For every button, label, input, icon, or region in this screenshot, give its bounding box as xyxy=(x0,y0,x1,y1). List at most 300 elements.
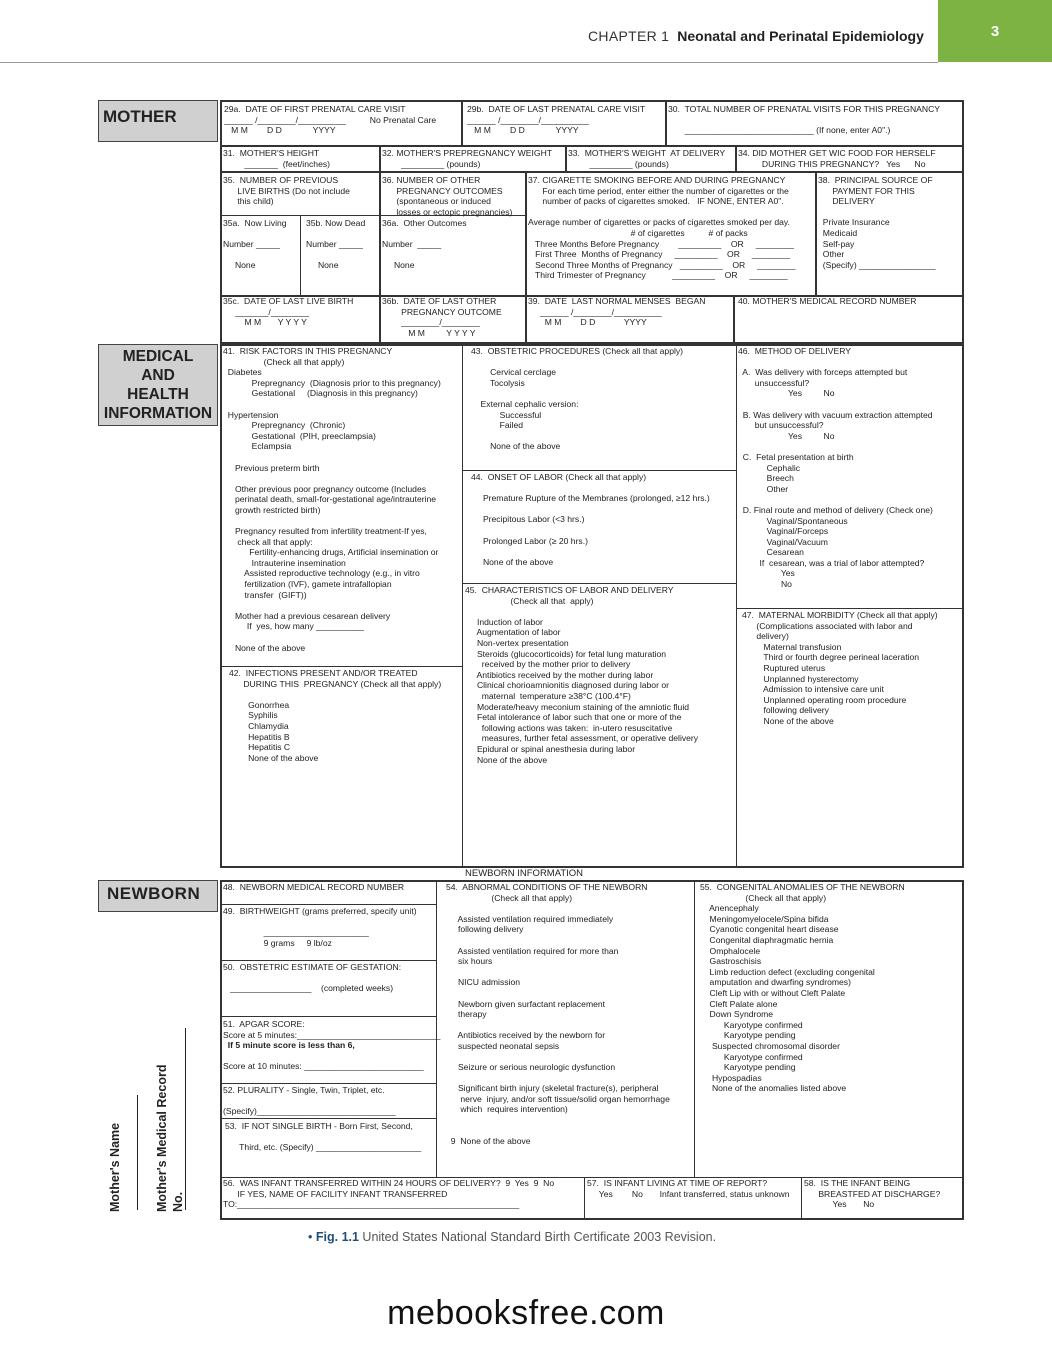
field-line: six hours xyxy=(446,956,493,967)
field-line: (Specify) ________________ xyxy=(818,259,936,270)
field-39[interactable] xyxy=(528,296,706,328)
page-number: 3 xyxy=(938,0,1052,62)
field-line: Cleft Palate alone xyxy=(700,998,778,1009)
field-29b[interactable] xyxy=(467,104,645,136)
field-line: 39. DATE LAST NORMAL MENSES BEGAN xyxy=(528,296,706,306)
field-line: 29b. DATE OF LAST PRENATAL CARE VISIT xyxy=(467,104,646,114)
field-line: (Specify)_____________________________ xyxy=(223,1106,396,1117)
figure-label: Fig. 1.1 xyxy=(315,1230,359,1244)
field-line xyxy=(223,452,441,463)
divider xyxy=(300,215,301,296)
field-line xyxy=(229,689,441,700)
field-line: this child) xyxy=(223,196,274,207)
field-line: 41. RISK FACTORS IN THIS PREGNANCY xyxy=(223,346,393,356)
field-line: Limb reduction defect (excluding congenital xyxy=(700,966,875,977)
field-line: Cephalic xyxy=(738,462,801,473)
field-32[interactable] xyxy=(382,148,552,169)
field-line xyxy=(528,207,795,218)
field-line: Score at 10 minutes: _________________________ xyxy=(223,1061,424,1072)
field-line: Third Trimester of Pregnancy _________ OR ________ xyxy=(528,270,788,281)
birth-certificate-form xyxy=(98,100,964,1220)
field-line: Medicaid xyxy=(818,227,858,238)
field-line: None of the anomalies listed above xyxy=(700,1083,847,1094)
field-line: Failed xyxy=(471,420,524,431)
field-53[interactable] xyxy=(225,1121,421,1153)
field-37[interactable] xyxy=(528,175,795,281)
divider xyxy=(220,960,436,961)
field-line: 56. WAS INFANT TRANSFERRED WITHIN 24 HOURS OF DELIVERY? 9 Yes 9 No xyxy=(223,1178,555,1188)
field-line: 33. MOTHER'S WEIGHT AT DELIVERY xyxy=(568,148,726,158)
field-line: following delivery xyxy=(446,924,524,935)
running-header xyxy=(588,28,924,44)
field-line: DELIVERY xyxy=(818,196,875,207)
field-line: First Three Months of Pregnancy _________ OR ________ xyxy=(528,249,791,260)
field-line xyxy=(223,250,287,261)
field-line: ______ /________/__________ No Prenatal Care xyxy=(224,114,437,125)
field-line: 43. OBSTETRIC PROCEDURES (Check all that apply) xyxy=(471,346,684,356)
field-line: Augmentation of labor xyxy=(465,627,561,638)
figure-caption xyxy=(308,1230,716,1244)
field-line: Moderate/heavy meconium staining of the amniotic fluid xyxy=(465,701,690,712)
section-mother: MOTHER xyxy=(98,100,218,142)
field-36a[interactable] xyxy=(382,218,467,271)
field-line: Meningomyelocele/Spina bifida xyxy=(700,913,829,924)
field-line: following delivery xyxy=(742,705,829,716)
field-line: M M Y Y Y Y xyxy=(382,327,476,338)
field-line: DURING THIS PREGNANCY (Check all that apply) xyxy=(229,678,442,689)
field-line: None of the above xyxy=(465,754,548,765)
field-line: Cervical cerclage xyxy=(471,367,557,378)
divider xyxy=(462,470,736,471)
field-line: Third, etc. (Specify) ______________________ xyxy=(225,1142,422,1153)
field-line xyxy=(223,973,401,984)
field-line xyxy=(446,1115,670,1126)
field-line: Omphalocele xyxy=(700,945,761,956)
field-line: M M D D YYYY xyxy=(224,125,336,136)
field-line xyxy=(306,250,365,261)
divider xyxy=(220,666,462,667)
field-line: _______/________ xyxy=(223,306,310,317)
field-line: Fetal intolerance of labor such that one or more of the xyxy=(465,712,682,723)
field-line: Yes No Infant transferred, status unknown xyxy=(587,1188,790,1199)
field-36 xyxy=(382,175,512,217)
field-line: Karyotype pending xyxy=(700,1062,796,1073)
field-line: Number _____ xyxy=(223,239,280,250)
watermark-text: mebooksfree.com xyxy=(387,1294,665,1332)
field-line: measures, further fetal assessment, or operative delivery xyxy=(465,733,699,744)
field-45[interactable] xyxy=(465,585,698,765)
field-line: If yes, how many __________ xyxy=(223,621,364,632)
field-line: 45. CHARACTERISTICS OF LABOR AND DELIVERY xyxy=(465,585,674,595)
field-line xyxy=(471,546,710,557)
field-line: (Check all that apply) xyxy=(465,595,594,606)
field-line: Hepatitis B xyxy=(229,731,290,742)
field-line: Cesarean xyxy=(738,547,804,558)
divider xyxy=(801,1177,802,1220)
divider xyxy=(220,1083,436,1084)
field-48[interactable] xyxy=(223,882,404,893)
field-line: Clinical chorioamnionitis diagnosed during labor or xyxy=(465,680,669,691)
field-line: None of the above xyxy=(229,752,319,763)
field-line: Self-pay xyxy=(818,238,855,249)
field-line: 53. IF NOT SINGLE BIRTH - Born First, Second, xyxy=(225,1121,413,1131)
field-line: but unsuccessful? xyxy=(738,420,824,431)
field-line: 37. CIGARETTE SMOKING BEFORE AND DURING PREGNANCY xyxy=(528,175,786,185)
field-line: D. Final route and method of delivery (Check one) xyxy=(738,504,933,515)
newborn-info-heading: NEWBORN INFORMATION xyxy=(465,868,584,879)
field-line: fertilization (IVF), gamete intrafallopian xyxy=(223,579,392,590)
field-line: 46. METHOD OF DELIVERY xyxy=(738,346,852,356)
header-rule xyxy=(0,62,938,63)
field-58[interactable] xyxy=(804,1178,940,1210)
field-line: unsuccessful? xyxy=(738,377,810,388)
field-line: ______ /________/__________ xyxy=(528,306,662,317)
field-line: 35b. Now Dead xyxy=(306,218,366,228)
field-line: PREGNANCY OUTCOMES xyxy=(382,185,503,196)
field-line: losses or ectopic pregnancies) xyxy=(382,206,513,217)
field-46[interactable] xyxy=(738,346,933,590)
field-line: BREASTFED AT DISCHARGE? xyxy=(804,1188,941,1199)
field-line: 52. PLURALITY - Single, Twin, Triplet, etc. xyxy=(223,1085,385,1095)
divider xyxy=(736,344,737,868)
field-line: None of the above xyxy=(471,441,561,452)
field-line: M M D D YYYY xyxy=(528,317,647,328)
field-line: Average number of cigarettes or packs of cigarettes smoked per day. xyxy=(528,217,790,228)
field-line xyxy=(223,1096,396,1107)
field-line: 29a. DATE OF FIRST PRENATAL CARE VISIT xyxy=(224,104,406,114)
field-line: Gastroschisis xyxy=(700,956,762,967)
field-line: Ruptured uterus xyxy=(742,662,826,673)
field-42[interactable] xyxy=(229,668,441,763)
field-line: (Complications associated with labor and xyxy=(742,620,913,631)
field-38[interactable] xyxy=(818,175,936,270)
chapter-number: CHAPTER 1 xyxy=(588,28,670,44)
caption-text: United States National Standard Birth Certificate 2003 Revision. xyxy=(358,1230,717,1244)
field-line: Other xyxy=(818,249,845,260)
field-line: M M Y Y Y Y xyxy=(223,317,307,328)
field-41[interactable] xyxy=(223,346,441,653)
field-line: Cleft Lip with or without Cleft Palate xyxy=(700,987,846,998)
field-line: Vaginal/Vacuum xyxy=(738,536,828,547)
field-line: 55. CONGENITAL ANOMALIES OF THE NEWBORN xyxy=(700,882,905,892)
caption-bullet: • xyxy=(308,1230,313,1244)
field-line: Pregnancy resulted from infertility treatment-If yes, xyxy=(223,526,427,537)
field-line xyxy=(382,250,467,261)
field-line: Diabetes xyxy=(223,367,262,378)
field-35b[interactable] xyxy=(306,218,365,271)
field-line: Successful xyxy=(471,409,542,420)
field-line: Yes xyxy=(738,568,795,579)
field-line: Epidural or spinal anesthesia during labor xyxy=(465,743,636,754)
field-line: External cephalic version: xyxy=(471,398,579,409)
field-line: nerve injury, and/or soft tissue/solid organ hemorrhage xyxy=(446,1093,670,1104)
field-line: DURING THIS PREGNANCY? Yes No xyxy=(738,158,926,169)
field-line: Yes No xyxy=(738,430,835,441)
field-line: (spontaneous or induced xyxy=(382,196,491,207)
field-43[interactable] xyxy=(471,346,683,452)
field-line: Other xyxy=(738,483,789,494)
field-line: Third or fourth degree perineal laceration xyxy=(742,652,920,663)
field-line: therapy xyxy=(446,1009,487,1020)
field-line: Premature Rupture of the Membranes (prolonged, ≥12 hrs.) xyxy=(471,493,710,504)
field-line xyxy=(223,600,441,611)
field-line xyxy=(471,357,683,368)
section-medical-line: INFORMATION xyxy=(103,405,213,422)
field-line: M M D D YYYY xyxy=(467,125,579,136)
field-line: Chlamydia xyxy=(229,720,289,731)
field-line: amputation and dwarfing syndromes) xyxy=(700,977,851,988)
field-line: _______ (feet/inches) xyxy=(223,158,331,169)
field-line: Three Months Before Pregnancy _________ OR ________ xyxy=(528,238,794,249)
field-line: Vaginal/Forceps xyxy=(738,526,829,537)
field-line: Tocolysis xyxy=(471,377,525,388)
field-line xyxy=(471,388,683,399)
field-line: Private Insurance xyxy=(818,217,890,228)
field-line: 49. BIRTHWEIGHT (grams preferred, specify unit) xyxy=(223,906,417,916)
field-line: ________/________ xyxy=(382,317,480,328)
field-line: 34. DID MOTHER GET WIC FOOD FOR HERSELF xyxy=(738,148,936,158)
field-line: ______ /________/__________ xyxy=(467,114,589,125)
field-line: None of the above xyxy=(742,715,834,726)
field-line: Breech xyxy=(738,473,794,484)
field-line xyxy=(223,516,441,527)
field-line: Assisted ventilation required immediately xyxy=(446,913,614,924)
field-line: Vaginal/Spontaneous xyxy=(738,515,848,526)
section-medical-line: AND xyxy=(141,367,175,384)
field-line xyxy=(223,1051,440,1062)
field-line: Hepatitis C xyxy=(229,742,291,753)
field-line: 51. APGAR SCORE: xyxy=(223,1019,305,1029)
field-line xyxy=(738,494,933,505)
field-line xyxy=(223,473,441,484)
field-line: Steroids (glucocorticoids) for fetal lung maturation xyxy=(465,648,667,659)
field-line xyxy=(306,229,365,240)
field-line: 36b. DATE OF LAST OTHER xyxy=(382,296,497,306)
field-line: Down Syndrome xyxy=(700,1009,774,1020)
field-line: If 5 minute score is less than 6, xyxy=(223,1040,355,1051)
field-line: NICU admission xyxy=(446,977,521,988)
field-line: TO:___________________________________________________________ xyxy=(223,1199,520,1210)
field-line: 48. NEWBORN MEDICAL RECORD NUMBER xyxy=(223,882,405,892)
field-line: (Check all that apply) xyxy=(446,892,573,903)
field-line: Score at 5 minutes:______________________________ xyxy=(223,1029,441,1040)
field-line: Cyanotic congenital heart disease xyxy=(700,924,839,935)
field-line: Yes No xyxy=(738,388,835,399)
field-line: Assisted reproductive technology (e.g., in vitro xyxy=(223,568,420,579)
field-line: (Check all that apply) xyxy=(223,356,345,367)
field-line xyxy=(446,967,670,978)
field-line: Intrauterine insemination xyxy=(223,557,346,568)
field-line: Gestational (PIH, preeclampsia) xyxy=(223,430,376,441)
field-line: 38. PRINCIPAL SOURCE OF xyxy=(818,175,933,185)
field-33[interactable] xyxy=(568,148,725,169)
field-line: 31. MOTHER'S HEIGHT xyxy=(223,148,320,158)
field-line: PREGNANCY OUTCOME xyxy=(382,306,502,317)
field-line xyxy=(446,1073,670,1084)
field-line: Gonorrhea xyxy=(229,699,290,710)
field-47[interactable] xyxy=(742,610,938,727)
field-line: Karyotype pending xyxy=(700,1030,796,1041)
field-line: number of packs of cigarettes smoked. IF NONE, ENTER A0". xyxy=(528,196,784,207)
field-line: Syphilis xyxy=(229,710,278,721)
field-line xyxy=(471,525,710,536)
field-line: None xyxy=(382,260,415,271)
field-35 xyxy=(223,175,350,207)
field-line: _________ (pounds) xyxy=(568,158,669,169)
field-30[interactable] xyxy=(668,104,940,136)
field-line xyxy=(223,399,441,410)
field-57[interactable] xyxy=(587,1178,790,1199)
field-line: Antibiotics received by the newborn for xyxy=(446,1030,606,1041)
field-line xyxy=(225,1132,421,1143)
field-line: 36. NUMBER OF OTHER xyxy=(382,175,481,185)
field-52[interactable] xyxy=(223,1085,396,1117)
field-line: 57. IS INFANT LIVING AT TIME OF REPORT? xyxy=(587,1178,768,1188)
field-line: Prepregnancy (Chronic) xyxy=(223,420,346,431)
field-line: 30. TOTAL NUMBER OF PRENATAL VISITS FOR THIS PREGNANCY xyxy=(668,104,941,114)
field-line xyxy=(446,988,670,999)
field-line: Hypospadias xyxy=(700,1072,762,1083)
field-line: 36a. Other Outcomes xyxy=(382,218,467,228)
field-line: Eclampsia xyxy=(223,441,292,452)
field-line: Prepregnancy (Diagnosis prior to this pregnancy) xyxy=(223,377,441,388)
section-medical-line: MEDICAL xyxy=(122,348,194,365)
field-line: 50. OBSTETRIC ESTIMATE OF GESTATION: xyxy=(223,962,402,972)
field-line: _________________ (completed weeks) xyxy=(223,983,394,994)
field-line: received by the mother prior to delivery xyxy=(465,659,631,670)
field-line: Hypertension xyxy=(223,409,279,420)
field-line: 35c. DATE OF LAST LIVE BIRTH xyxy=(223,296,354,306)
divider xyxy=(462,344,463,868)
field-line: Number _____ xyxy=(306,239,363,250)
field-29a[interactable] xyxy=(224,104,436,136)
field-line: Other previous poor pregnancy outcome (Includes xyxy=(223,483,427,494)
field-line xyxy=(465,606,698,617)
field-54[interactable] xyxy=(446,882,670,1147)
field-line: Previous preterm birth xyxy=(223,462,320,473)
field-line: Unplanned operating room procedure xyxy=(742,694,907,705)
field-line: None xyxy=(223,260,256,271)
field-line: growth restricted birth) xyxy=(223,504,321,515)
field-line: ___________________________ (If none, enter A0".) xyxy=(668,125,891,136)
field-line: Prolonged Labor (≥ 20 hrs.) xyxy=(471,535,588,546)
field-55[interactable] xyxy=(700,882,905,1094)
field-34[interactable] xyxy=(738,148,936,169)
field-line: Non-vertex presentation xyxy=(465,637,569,648)
field-line: Newborn given surfactant replacement xyxy=(446,998,606,1009)
field-49[interactable] xyxy=(223,906,417,948)
field-line xyxy=(668,115,940,126)
field-line: Gestational (Diagnosis in this pregnancy) xyxy=(223,388,418,399)
field-line: # of cigarettes # of packs xyxy=(528,227,748,238)
field-line xyxy=(223,229,287,240)
field-line: which requires intervention) xyxy=(446,1104,568,1115)
divider xyxy=(220,904,436,905)
field-line: Assisted ventilation required for more than xyxy=(446,945,619,956)
field-line xyxy=(223,632,441,643)
divider xyxy=(694,880,695,1177)
field-line: 54. ABNORMAL CONDITIONS OF THE NEWBORN xyxy=(446,882,648,892)
field-line: PAYMENT FOR THIS xyxy=(818,185,915,196)
field-50[interactable] xyxy=(223,962,401,994)
field-51[interactable] xyxy=(223,1019,440,1072)
field-line xyxy=(738,441,933,452)
field-line: Second Three Months of Pregnancy _________ OR ________ xyxy=(528,259,796,270)
field-line: None of the above xyxy=(223,642,306,653)
field-line: (Check all that apply) xyxy=(700,892,827,903)
field-56[interactable] xyxy=(223,1178,554,1210)
field-line: Significant birth injury (skeletal fracture(s), peripheral xyxy=(446,1083,659,1094)
field-line: None xyxy=(306,260,339,271)
field-line: 58. IS THE INFANT BEING xyxy=(804,1178,911,1188)
field-line: Maternal transfusion xyxy=(742,641,842,652)
section-medical-line: HEALTH xyxy=(127,386,189,403)
field-line: perinatal death, small-for-gestational age/intrauterine xyxy=(223,494,437,505)
field-line: A. Was delivery with forceps attempted but xyxy=(738,367,908,378)
field-line: Seizure or serious neurologic dysfunction xyxy=(446,1062,616,1073)
field-line: IF YES, NAME OF FACILITY INFANT TRANSFERRED xyxy=(223,1188,448,1199)
field-line xyxy=(738,357,933,368)
field-35c[interactable] xyxy=(223,296,353,328)
field-line xyxy=(446,903,670,914)
field-line: C. Fetal presentation at birth xyxy=(738,451,854,462)
field-line: 47. MATERNAL MORBIDITY (Check all that apply) xyxy=(742,610,938,620)
field-line: LIVE BIRTHS (Do not include xyxy=(223,185,350,196)
field-line: Karyotype confirmed xyxy=(700,1051,803,1062)
field-line: Anencephaly xyxy=(700,903,759,914)
field-line: If cesarean, was a trial of labor attempted? xyxy=(738,557,925,568)
divider xyxy=(462,583,736,584)
field-line xyxy=(446,1126,670,1137)
field-line xyxy=(446,935,670,946)
field-line xyxy=(446,1052,670,1063)
field-36b[interactable] xyxy=(382,296,502,338)
mothers-name-label: Mother's Name xyxy=(108,1122,122,1212)
field-35a[interactable] xyxy=(223,218,287,271)
field-line: check all that apply: xyxy=(223,536,313,547)
field-line: B. Was delivery with vacuum extraction attempted xyxy=(738,409,933,420)
field-line xyxy=(471,431,683,442)
field-line: Congenital diaphragmatic hernia xyxy=(700,934,834,945)
medical-record-label: Mother's Medical Record xyxy=(155,1064,169,1212)
field-line: 9 grams 9 lb/oz xyxy=(223,937,332,948)
field-line xyxy=(471,504,710,515)
field-line: 35a. Now Living xyxy=(223,218,287,228)
divider xyxy=(220,1118,436,1119)
field-40[interactable] xyxy=(738,296,916,307)
field-line: Antibiotics received by the mother during labor xyxy=(465,669,654,680)
field-line: delivery) xyxy=(742,631,789,642)
field-line xyxy=(382,229,467,240)
field-44[interactable] xyxy=(471,472,710,567)
field-line xyxy=(738,399,933,410)
field-line: None of the above xyxy=(471,556,554,567)
field-line: Precipitous Labor (<3 hrs.) xyxy=(471,514,585,525)
field-line: Unplanned hysterectomy xyxy=(742,673,859,684)
field-line xyxy=(818,207,936,218)
field-line: Number _____ xyxy=(382,239,442,250)
field-line: suspected neonatal sepsis xyxy=(446,1040,560,1051)
field-line: 32. MOTHER'S PREPREGNANCY WEIGHT xyxy=(382,148,553,158)
divider xyxy=(220,1016,436,1017)
field-line: 9 None of the above xyxy=(446,1136,531,1147)
field-line: maternal temperature ≥38°C (100.4°F) xyxy=(465,690,631,701)
field-31[interactable] xyxy=(223,148,330,169)
field-line xyxy=(223,917,417,928)
field-line: Suspected chromosomal disorder xyxy=(700,1040,840,1051)
field-line: following actions was taken: in-utero resuscitative xyxy=(465,722,673,733)
field-line xyxy=(446,1020,670,1031)
